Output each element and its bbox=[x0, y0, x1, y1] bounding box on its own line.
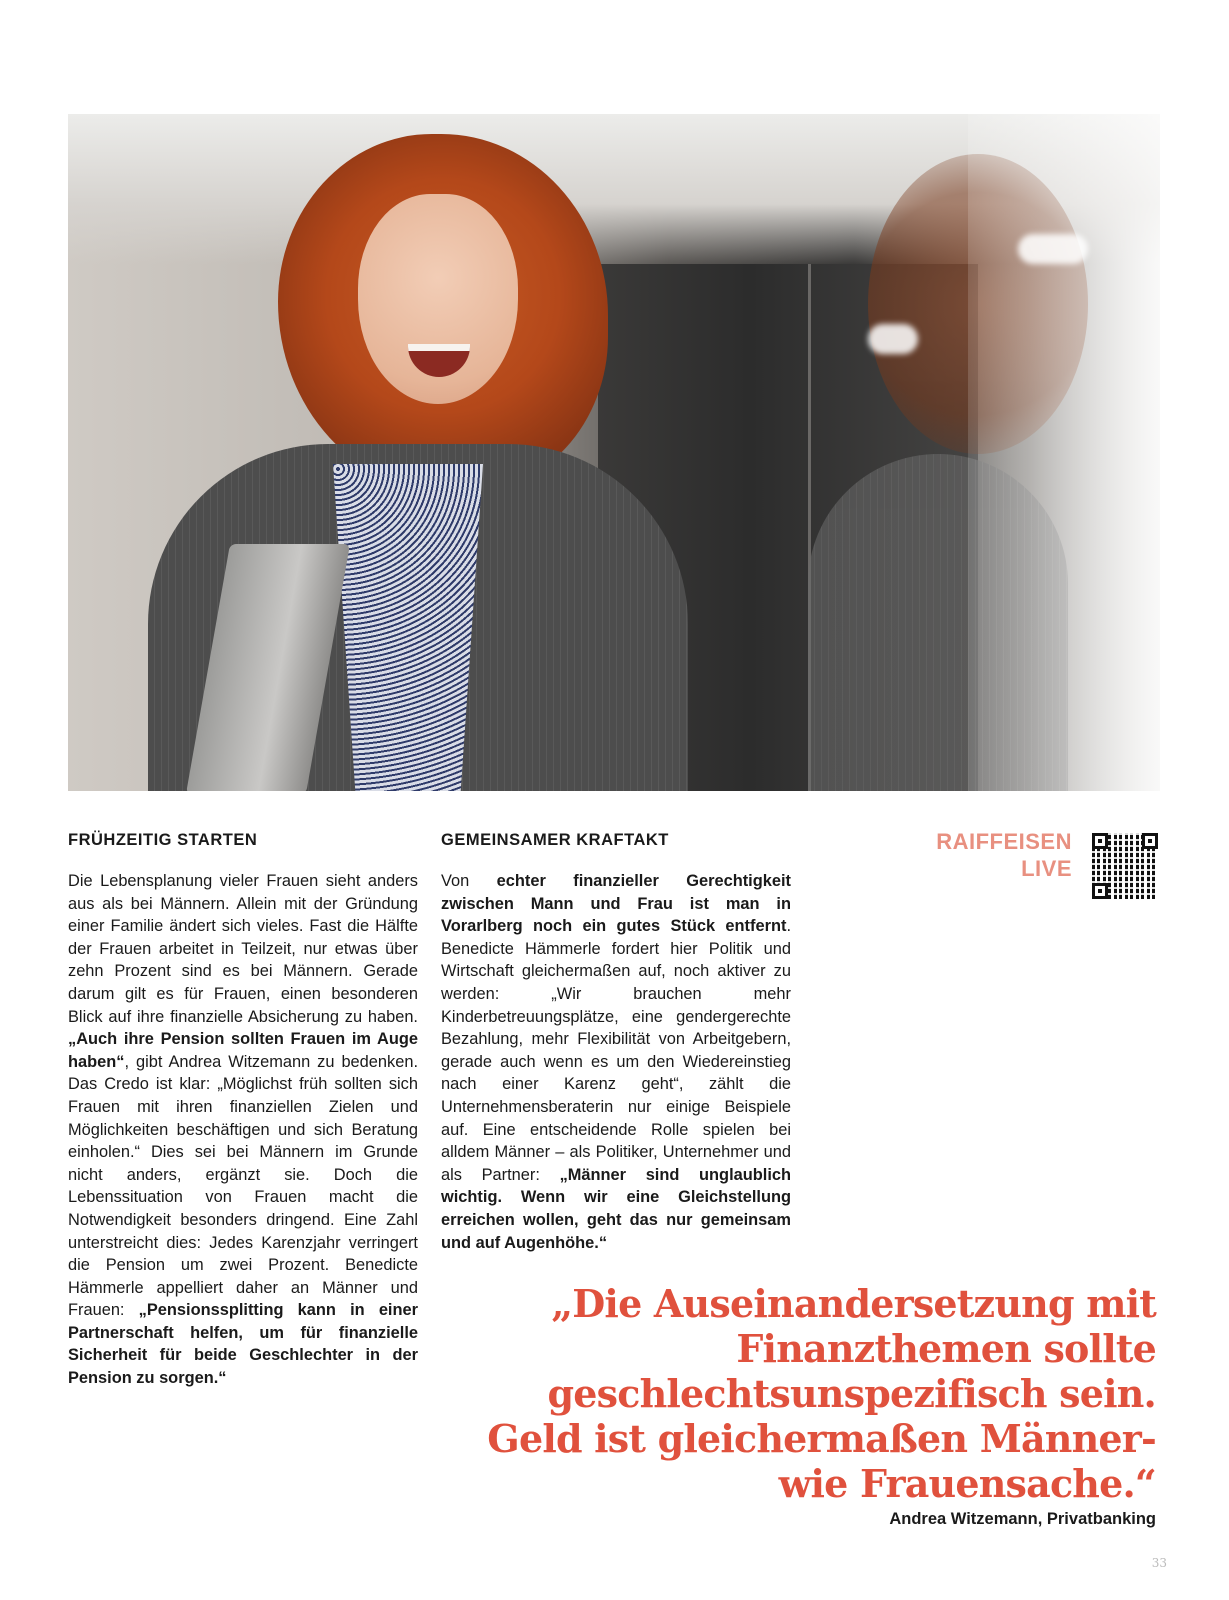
bold-quote: „Pensionssplitting kann in einer Partnerschaft helfen, um für finanzielle Sicherheit für beide Geschlechter in der Pension zu sorgen.“ bbox=[68, 1301, 418, 1388]
qr-code-icon[interactable] bbox=[1092, 833, 1158, 899]
text-run: Die Lebensplanung vieler Frauen sieht anders aus als bei Männern. Allein mit der Gründung einer Familie ändert sich vieles. Fast die Hälfte der Frauen arbeitet in Teilzeit, nur etwas über zehn Prozent sind es bei Männern. Gerade darum gilt es für Frauen, einen besonderen Blick auf ihre finanzielle Absicherung zu haben. bbox=[68, 872, 418, 1026]
heading-fruehzeitig-starten: FRÜHZEITIG STARTEN bbox=[68, 831, 258, 849]
quote-attribution: Andrea Witzemann, Privatbanking bbox=[889, 1510, 1156, 1528]
qr-finder bbox=[1142, 833, 1158, 849]
pull-quote: „Die Auseinandersetzung mit Finanzthemen sollte geschlechtsunspezifisch sein. Geld ist gleichermaßen Männer- wie Frauensache.“ bbox=[487, 1281, 1156, 1506]
text-run: . Benedicte Hämmerle fordert hier Politik und Wirtschaft gleichermaßen auf, noch aktiver zu werden: „Wir brauchen mehr Kinderbetreuungsplätze, eine gendergerechte Bezahlung, mehr Flexibilität von Arbeitgebern, gerade auch wenn es um den Wiedereinstieg nach einer Karenz geht“, zählt die Unternehmensberaterin nur einige Beispiele auf. Eine entscheidende Rolle spielen bei alldem Männer – als Politiker, Unternehmer und als Partner: bbox=[441, 917, 791, 1184]
bold-quote: „Männer sind unglaublich wichtig. Wenn wir eine Gleichstellung erreichen wollen, geht das nur gemeinsam und auf Augenhöhe.“ bbox=[441, 1165, 791, 1252]
bold-quote: „Auch ihre Pension sollten Frauen im Auge haben“ bbox=[68, 1030, 418, 1071]
column-left-text bbox=[68, 870, 418, 1390]
page-number: 33 bbox=[1151, 1556, 1167, 1570]
raiffeisen-live-label bbox=[880, 828, 1072, 882]
woman-blouse bbox=[333, 464, 483, 791]
photo-light bbox=[868, 324, 918, 354]
text-run: , gibt Andrea Witzemann zu bedenken. Das Credo ist klar: „Möglichst früh sollten sich Frauen mit ihren finanziellen Zielen und Möglichkeiten beschäftigen und sich Beratung einholen.“ Dies sei bei Männern im Grunde nicht anders, ergänzt sie. Doch die Lebenssituation von Frauen macht die Notwendigkeit besonders dringend. Eine Zahl unterstreicht dies: Jedes Karenzjahr verringert die Pension um zwei Prozent. Benedicte Hämmerle appelliert daher an Männer und Frauen: bbox=[68, 1052, 418, 1320]
photo-light bbox=[1018, 234, 1088, 264]
hero-photo bbox=[68, 114, 1160, 791]
heading-gemeinsamer-kraftakt: GEMEINSAMER KRAFTAKT bbox=[441, 831, 669, 849]
column-left bbox=[68, 831, 418, 1390]
live-label-line2: LIVE bbox=[1021, 856, 1072, 881]
column-middle-text bbox=[441, 870, 791, 1254]
column-middle bbox=[441, 831, 791, 1254]
text-run: Von bbox=[441, 872, 497, 890]
qr-finder bbox=[1092, 833, 1108, 849]
live-label-line1: RAIFFEISEN bbox=[936, 829, 1072, 854]
bold-statement: echter finanzieller Gerechtigkeit zwischen Mann und Frau ist man in Vorarlberg noch ein gutes Stück entfernt bbox=[441, 872, 791, 936]
photo-glass bbox=[968, 114, 1160, 791]
qr-finder bbox=[1092, 883, 1108, 899]
